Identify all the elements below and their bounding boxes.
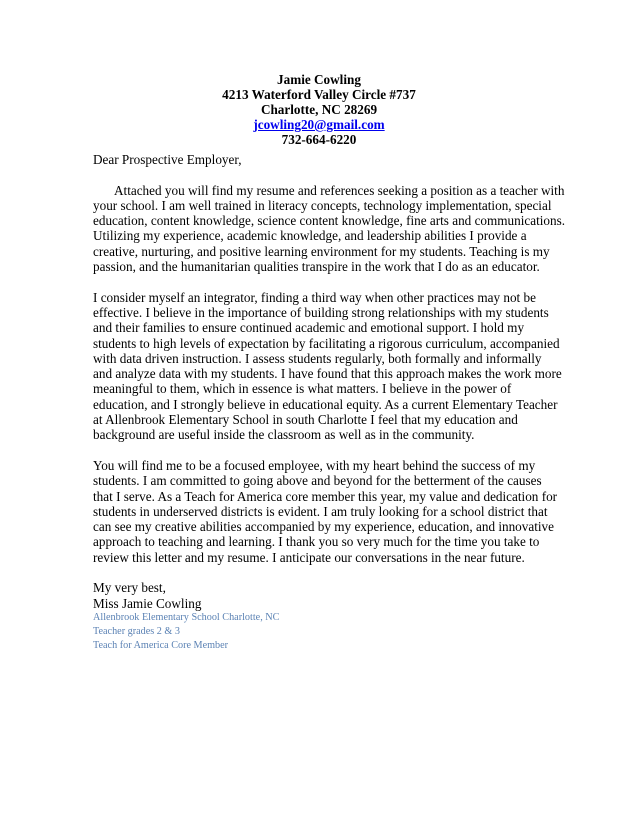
paragraph-line: can see my creative abilities accompanied by my experience, education, and innovative <box>93 519 555 535</box>
paragraph-line: passion, and the humanitarian qualities transpire in the work that I do as an educator. <box>93 259 540 275</box>
letter-header <box>0 72 638 147</box>
paragraph-2 <box>93 289 562 443</box>
paragraph-line: I consider myself an integrator, finding a third way when other practices may not be <box>93 289 536 305</box>
paragraph-line: effective. I believe in the importance of building strong relationships with my students <box>93 304 549 320</box>
paragraph-line: with data driven instruction. I assess students regularly, both formally and informally <box>93 350 542 366</box>
paragraph-line: education, content knowledge, science content knowledge, fine arts and communications. <box>93 213 566 229</box>
paragraph-1 <box>93 182 566 275</box>
letter-body <box>93 152 566 653</box>
paragraph-line: students to high levels of expectation by facilitating a rigorous curriculum, accompanied <box>93 335 560 351</box>
sender-address-line1: 4213 Waterford Valley Circle #737 <box>222 87 416 102</box>
paragraph-line: meaningful to them, which in essence is what matters. I believe in the power of <box>93 381 512 397</box>
sender-email-link[interactable]: jcowling20@gmail.com <box>253 117 385 132</box>
signature-program: Teach for America Core Member <box>93 639 229 651</box>
signature-school: Allenbrook Elementary School Charlotte, NC <box>93 611 280 623</box>
salutation: Dear Prospective Employer, <box>93 152 242 167</box>
signature-name: Miss Jamie Cowling <box>93 595 202 611</box>
sender-phone: 732-664-6220 <box>281 132 357 147</box>
paragraph-line: review this letter and my resume. I anticipate our conversations in the near future. <box>93 549 525 565</box>
paragraph-line: students in underserved districts is evident. I am truly looking for a school district that <box>93 503 548 519</box>
sender-name: Jamie Cowling <box>277 72 361 87</box>
paragraph-line: Attached you will find my resume and references seeking a position as a teacher with <box>114 182 565 198</box>
paragraph-line: background are useful inside the classroom as well as in the community. <box>93 427 475 443</box>
sender-address-line2: Charlotte, NC 28269 <box>260 102 378 117</box>
paragraph-line: that I serve. As a Teach for America core member this year, my value and dedication for <box>93 488 558 504</box>
paragraph-line: education, and I strongly believe in educational equity. As a current Elementary Teacher <box>93 396 558 412</box>
paragraph-line: and their families to ensure continued academic and emotional support. I hold my <box>93 320 525 336</box>
paragraph-line: approach to teaching and learning. I thank you so very much for the time you take to <box>93 534 540 550</box>
paragraph-line: creative, nurturing, and positive learning environment for my students. Teaching is my <box>93 243 550 259</box>
signature-grades: Teacher grades 2 & 3 <box>93 625 180 637</box>
closing: My very best, <box>93 580 166 596</box>
paragraph-line: and analyze data with my students. I have found that this approach makes the work more <box>93 366 562 382</box>
paragraph-3 <box>93 457 558 565</box>
paragraph-line: Utilizing my experience, academic knowledge, and leadership abilities I provide a <box>93 228 527 244</box>
paragraph-line: students. I am committed to going above and beyond for the betterment of the causes <box>93 473 542 489</box>
paragraph-line: your school. I am well trained in literacy concepts, technology implementation, special <box>93 197 552 213</box>
paragraph-line: You will find me to be a focused employee, with my heart behind the success of my <box>93 457 536 473</box>
paragraph-line: at Allenbrook Elementary School in south Charlotte I feel that my education and <box>93 412 518 428</box>
